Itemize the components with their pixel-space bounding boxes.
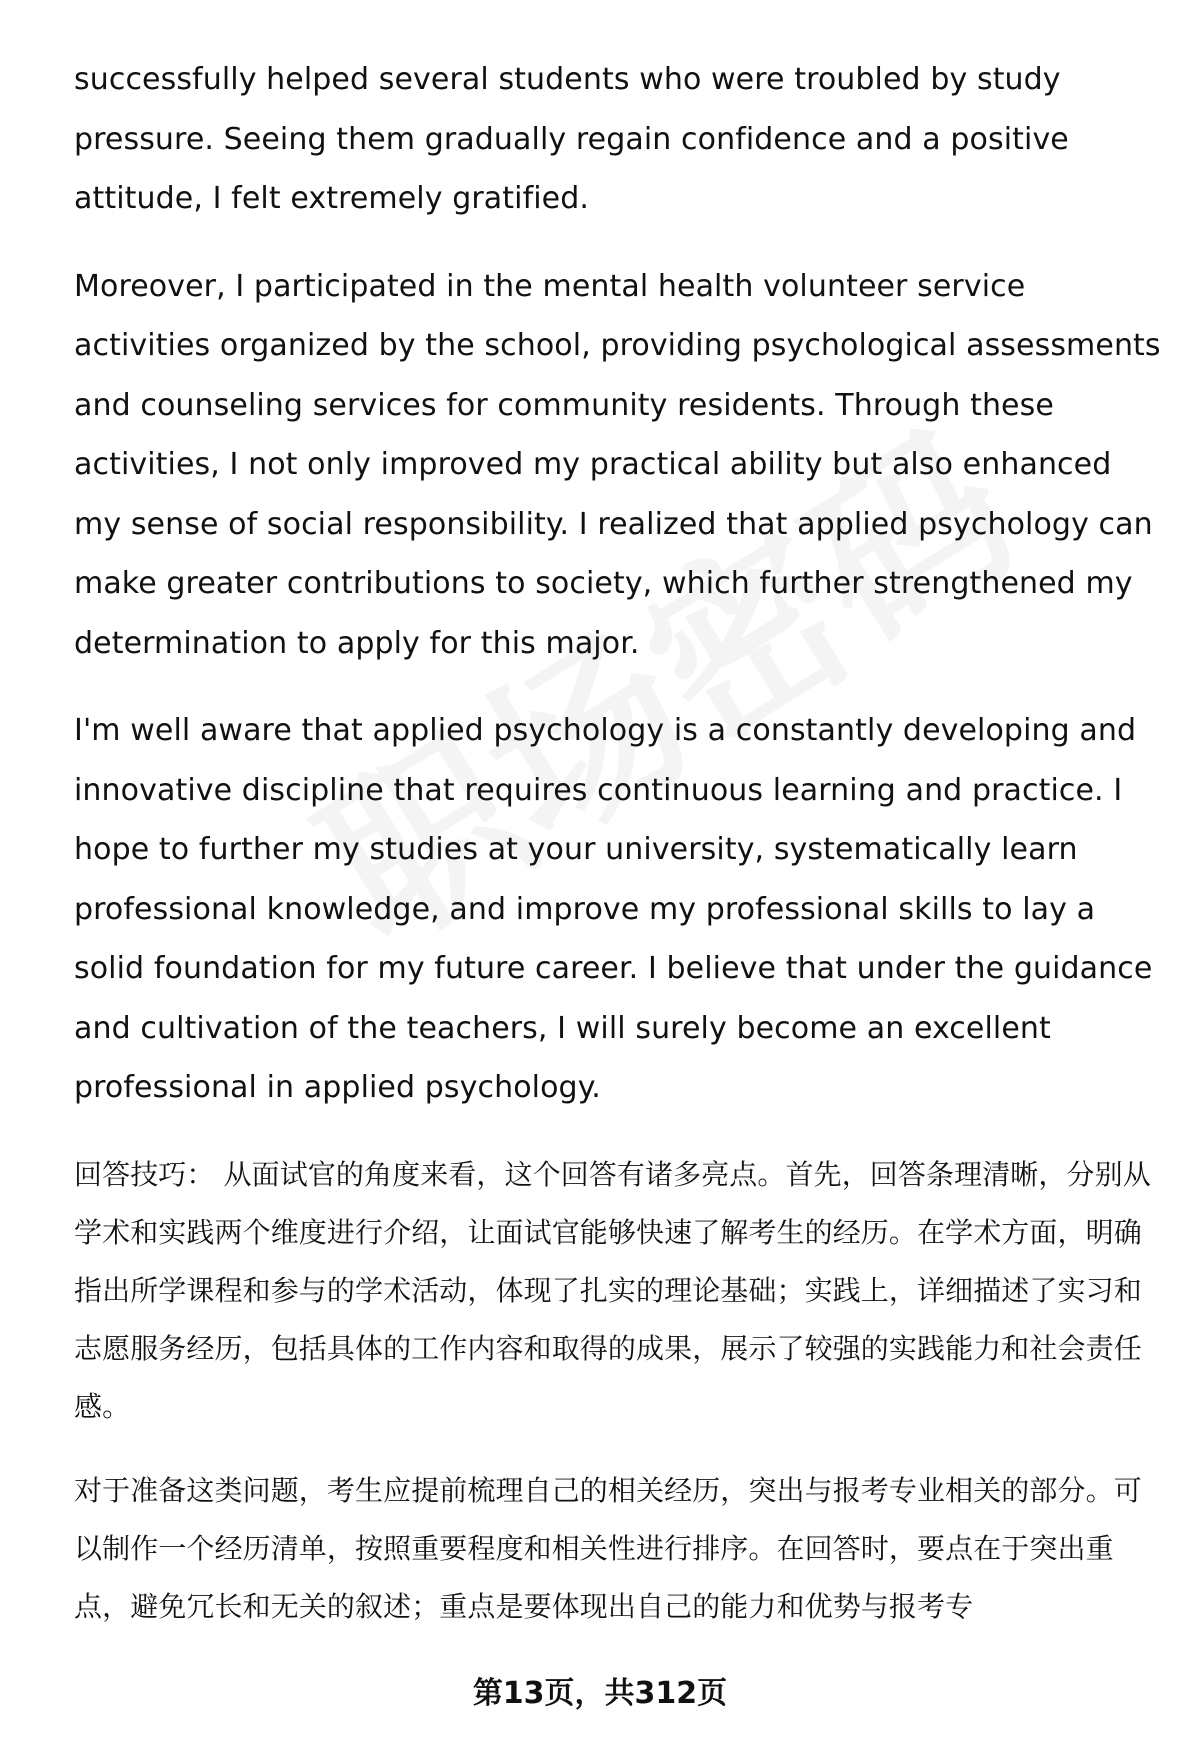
document-body — [74, 50, 1164, 1662]
page-number: 第13页，共312页 — [472, 1676, 728, 1711]
paragraph-answer-tips: 回答技巧： 从面试官的角度来看，这个回答有诸多亮点。首先，回答条理清晰，分别从学术和实践两个维度进行介绍，让面试官能够快速了解考生的经历。在学术方面，明确指出所学课程和参与的学术活动，体现了扎实的理论基础；实践上，详细描述了实习和志愿服务经历，包括具体的工作内容和取得的成果，展示了较强的实践能力和社会责任感。 — [74, 1157, 1151, 1423]
paragraph-preparation-advice: 对于准备这类问题，考生应提前梳理自己的相关经历，突出与报考专业相关的部分。可以制作一个经历清单，按照重要程度和相关性进行排序。在回答时，要点在于突出重点，避免冗长和无关的叙述；重点是要体现出自己的能力和优势与报考专 — [74, 1473, 1142, 1623]
paragraph-3: I'm well aware that applied psychology is a constantly developing and innovative discipline that requires continuous learning and practice. I hope to further my studies at your university, systematically learn professional knowledge, and improve my professional skills to lay a solid foundation for my future career. I believe that under the guidance and cultivation of the teachers, I will surely become an excellent professional in applied psychology. — [74, 713, 1153, 1105]
paragraph-2: Moreover, I participated in the mental health volunteer service activities organized by the school, providing psychological assessments and counseling services for community residents. Through these activities, I not only improved my practical ability but also enhanced my sense of social responsibility. I realized that applied psychology can make greater contributions to society, which further strengthened my determination to apply for this major. — [74, 268, 1161, 661]
paragraph-1: successfully helped several students who were troubled by study pressure. Seeing them gradually regain confidence and a positive attitude, I felt extremely gratified. — [74, 62, 1069, 216]
